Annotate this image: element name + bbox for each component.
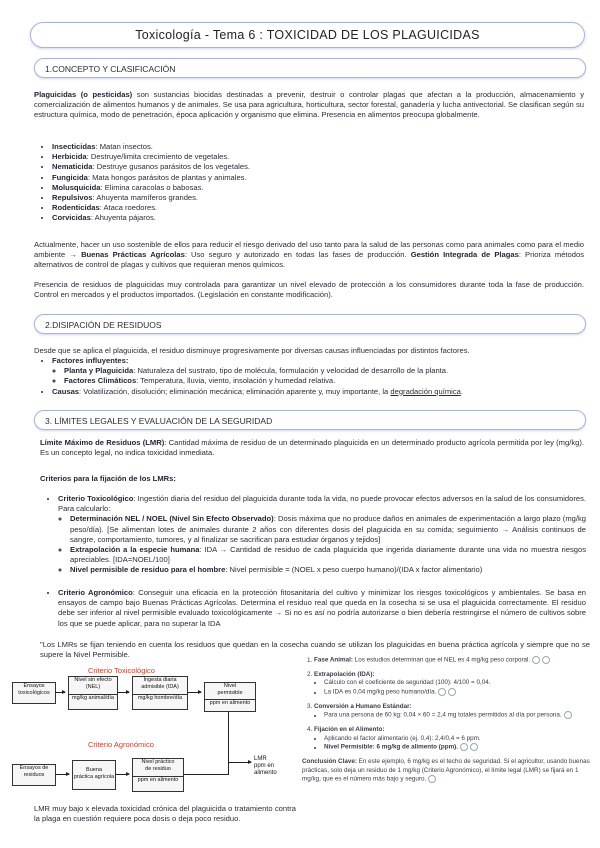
list-item: • Nematicida: Destruye gusanos parásitos de los vegetales. <box>52 162 440 172</box>
diagram-box: Nivel sin efecto (NEL) mg/kg animal/día <box>68 676 118 710</box>
list-item: • Molusquicida: Elimina caracolas o babosas. <box>52 183 440 193</box>
list-item: ◦ Determinación NEL / NOEL (Nivel Sin Efecto Observado): Dosis máxima que no produce daños en animales de experimentación a largo plazo (mg/kg peso/día). [Se alimentan lotes de animales durante 2 años con diferentes dosis del plaguicida en su comida; seguimiento → Análisis continuos de sangre, comportamiento, tumores, y al finalizar se sacrifican para estudiar órganos y tejidos] <box>70 514 586 545</box>
arrow-icon <box>55 774 69 775</box>
criterio-agronomico-label: Criterio Agronómico <box>88 740 154 749</box>
list-item: 3. Conversión a Humano Estándar: • Para una persona de 60 kg: 0,04 × 60 = 2,4 mg totales permitidos al día por persona. <box>314 703 592 720</box>
bpa-term: Buenas Prácticas Agrícolas <box>81 250 185 260</box>
conclusion: Conclusión Clave: En este ejemplo, 6 mg/kg es el techo de seguridad. Si el agricultor, usando buenas prácticas, solo deja un residuo de 1 mg/kg (Criterio Agronómico), el límite legal (LMR) se fijará en 1 mg/kg, que es el número más bajo y seguro. <box>302 758 590 783</box>
info-icon <box>460 743 468 751</box>
list-item: • Insecticidas: Matan insectos. <box>52 142 440 152</box>
list-item: • Criterio Agronómico: Conseguir una eficacia en la protección fitosanitaria del cultivo y minimizar los riesgos toxicológicos y ambientales. Se basa en ensayos de campo bajo Buenas Prácticas Agrícolas. Determina el residuo real que queda en la cosecha si se usa el plaguicida correctamente. El residuo debe ser inferior al nivel permisible evaluado toxicológicamente → Si no es así no podría autorizarse o bien debería restringirse el número de cultivos sobre los que se puede aplicar, para no superar la IDA <box>58 588 586 629</box>
arrow-icon <box>55 692 65 693</box>
lmr-bajo-text: LMR muy bajo x elevada toxicidad crónica del plaguicida o tratamiento contra la plaga en cuestión requiere poca dosis o deja poco residuo. <box>34 804 296 824</box>
example-calculation <box>302 656 592 784</box>
list-item: • Para una persona de 60 kg: 0,04 × 60 = 2,4 mg totales permitidos al día por persona. <box>324 711 592 720</box>
list-item: • Criterio Toxicológico: Ingestión diaria del residuo del plaguicida durante toda la vida, no puede provocar efectos adversos en la salud de los consumidores. Para calcularlo: ◦ Determinación NEL / NOEL (Nivel Sin Efecto Observado): Dosis máxima que no produce daños en animales de experimentación a largo plazo (mg/kg peso/día). [Se alimentan lotes de animales durante 2 años con diferentes dosis del plaguicida en su comida; seguimiento → Análisis continuos de sangre, comportamiento, tumores, y al finalizar se sacrifican para estudiar órganos y tejidos] ◦ Extrapolación a la especie humana: IDA → Cantidad de residuo de cada plaguicida que ingerida diariamente durante una vida no muestra riesgos apreciables. [IDA=NOEL/100] ◦ Nivel permisible de residuo para el hombre: Nivel permisible = (NOEL x peso cuerpo humano)/(IDA x factor alimentario) <box>58 494 586 576</box>
gip-term: Gestión Integrada de Plagas <box>410 250 519 260</box>
section-heading-concepto: 1.CONCEPTO Y CLASIFICACIÓN <box>34 58 586 78</box>
arrow-icon <box>187 692 201 693</box>
section1-intro <box>34 90 584 121</box>
info-icon <box>532 656 540 664</box>
lmr-definition: Límite Máximo de Residuos (LMR): Cantidad máxima de residuo de un determinado plaguicida en un determinado producto agrícola permitida por ley (mg/kg). Es un concepto legal, no indica toxicidad inmediata. <box>40 438 584 458</box>
criterios-title: Criterios para la fijación de los LMRs: <box>40 474 176 483</box>
degradacion-link[interactable]: degradación química <box>390 386 461 396</box>
plaguicidas-term: Plaguicidas (o pesticidas) <box>34 90 133 99</box>
criterio-agronomico <box>46 588 586 629</box>
diagram-box: Ensayos toxicológicos <box>12 682 56 704</box>
diagram-box: Nivel práctico de residuo ppm en alimento <box>132 758 184 792</box>
connector-line <box>228 751 229 775</box>
diagram-box: Ingesta diaria admisible (IDA) mg/kg hombre/día <box>132 676 188 710</box>
page-title: Toxicología - Tema 6 : TOXICIDAD DE LOS PLAGUICIDAS <box>30 22 585 48</box>
connector-line <box>183 774 229 775</box>
info-icon <box>438 688 446 696</box>
diagram-box: Ensayos de residuos <box>12 764 56 786</box>
list-item: • Corvicidas: Ahuyenta pájaros. <box>52 213 440 223</box>
list-item: • Rodenticidas: Ataca roedores. <box>52 203 440 213</box>
section1-paragraph-residuos: Presencia de residuos de plaguicidas muy controlada para garantizar un nivel elevado de protección a los consumidores durante toda la fase de producción. Control en mercados y el productos importados. (Legislación en constante modificación). <box>34 280 584 300</box>
section2-intro: Desde que se aplica el plaguicida, el residuo disminuye progresivamente por diversas causas influenciadas por distintos factores. <box>34 346 470 355</box>
list-item: ◦ Extrapolación a la especie humana: IDA → Cantidad de residuo de cada plaguicida que ingerida diariamente durante una vida no muestra riesgos apreciables. [IDA=NOEL/100] <box>70 545 586 565</box>
arrow-icon <box>117 692 129 693</box>
list-item: ◦ Planta y Plaguicida: Naturaleza del sustrato, tipo de molécula, formulación y velocidad de desarrollo de la planta. <box>64 366 580 376</box>
list-item: • Cálculo con el coeficiente de seguridad (100): 4/100 = 0,04. <box>324 679 592 687</box>
list-item: 4. Fijación en el Alimento: • Aplicando el factor alimentario (ej. 0,4): 2,4/0,4 = 6 ppm. • Nivel Permisible: 6 mg/kg de alimento (ppm). <box>314 726 592 752</box>
types-list <box>40 142 440 224</box>
list-item: • Nivel Permisible: 6 mg/kg de alimento (ppm). <box>324 743 592 752</box>
list-item: • La IDA es 0,04 mg/kg peso humano/día. <box>324 688 592 697</box>
section1-paragraph-sostenible: Actualmente, hacer un uso sostenible de ellos para reducir el riesgo derivado del uso tanto para la salud de las personas como para animales como para el medio ambiente → Buenas Prácticas Agrícolas: Uso seguro y autorizado en todas las fases de producción. Gestión Integrada de Plagas: Prioriza métodos alternativos de control de plagas y cultivos que requieran menos químicos. <box>34 240 585 270</box>
connector-line <box>228 711 229 751</box>
list-item: • Causas: Volatilización, disolución; eliminación mecánica; eliminación aparente y, muy importante, la degradación química. <box>52 387 580 397</box>
arrow-icon <box>115 774 129 775</box>
list-item: 1. Fase Animal: Los estudios determinan que el NEL es 4 mg/kg peso corporal. <box>314 656 592 665</box>
section-heading-disipacion: 2.DISIPACIÓN DE RESIDUOS <box>34 314 586 334</box>
lmr-quote: "Los LMRs se fijan teniendo en cuenta los residuos que quedan en la cosecha cuando se utilizan los plaguicidas en buena práctica agrícola y siempre que no se supere la Nivel Permisible. <box>40 640 590 660</box>
lmr-result: LMR ppm en alimento <box>254 756 277 776</box>
list-item: ◦ Nivel permisible de residuo para el hombre: Nivel permisible = (NOEL x peso cuerpo humano)/(IDA x factor alimentario) <box>70 565 586 575</box>
diagram-box: Buena práctica agrícola <box>72 760 116 790</box>
diagram-box: Nivel permisible ppm en alimento <box>204 682 256 712</box>
section-heading-limites: 3. LÍMITES LEGALES Y EVALUACIÓN DE LA SEGURIDAD <box>34 410 586 430</box>
info-icon <box>428 775 436 783</box>
lmr-diagram <box>8 660 290 828</box>
list-item: • Herbicida: Destruye/limita crecimiento de vegetales. <box>52 152 440 162</box>
criterio-toxicologico-label: Criterio Toxicológico <box>88 666 155 675</box>
info-icon <box>542 656 550 664</box>
plaguicidas-definition: son sustancias biocidas destinadas a prevenir, destruir o controlar plagas que afectan a la producción, almacenamiento y comercialización de alimentos humanos y de animales. Se usa para agricultura, horticultura, sector forestal, ganadería y lucha antivectorial. Se clasifican según su estructura química, modo de penetración, época aplicación y organismo que elimina. Presencia en alimentos preocupa globalmente. <box>34 90 584 120</box>
info-icon <box>448 688 456 696</box>
list-item: • Factores influyentes: ◦ Planta y Plaguicida: Naturaleza del sustrato, tipo de molécula, formulación y velocidad de desarrollo de la planta. ◦ Factores Climáticos: Temperatura, lluvia, viento, insolación y humedad relativa. <box>52 356 580 387</box>
arrow-icon <box>229 762 251 763</box>
criterios-list <box>46 494 586 576</box>
info-icon <box>564 711 572 719</box>
list-item: • Fungicida: Mata hongos parásitos de plantas y animales. <box>52 173 440 183</box>
list-item: • Aplicando el factor alimentario (ej. 0,4): 2,4/0,4 = 6 ppm. <box>324 735 592 743</box>
info-icon <box>470 743 478 751</box>
list-item: ◦ Factores Climáticos: Temperatura, lluvia, viento, insolación y humedad relativa. <box>64 376 580 386</box>
list-item: 2. Extrapolación (IDA): • Cálculo con el coeficiente de seguridad (100): 4/100 = 0,04. • La IDA es 0,04 mg/kg peso humano/día. <box>314 671 592 697</box>
section2-list <box>40 356 580 397</box>
list-item: • Repulsivos: Ahuyenta mamíferos grandes. <box>52 193 440 203</box>
